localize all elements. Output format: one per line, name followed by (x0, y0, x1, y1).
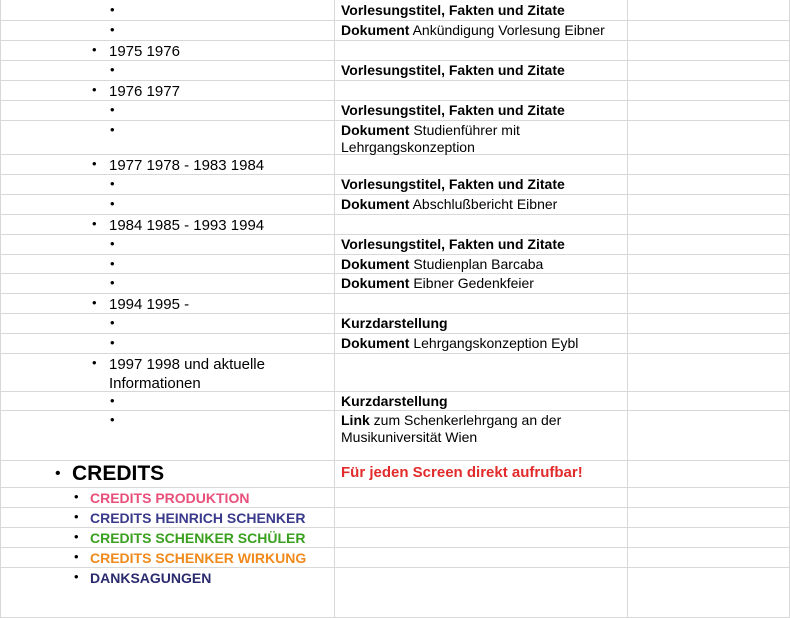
table-row (0, 101, 790, 121)
bullet: • (92, 216, 97, 231)
item-bold[interactable]: Vorlesungstitel, Fakten und Zitate (341, 176, 565, 192)
item-text: Studienführer mit Lehrgangskonzeption (341, 122, 520, 155)
credits-link-heinrich-schenker[interactable]: CREDITS HEINRICH SCHENKER (90, 510, 306, 526)
item-text: Lehrgangskonzeption Eybl (409, 335, 579, 351)
table-row (0, 235, 790, 255)
item-text: Studienplan Barcaba (409, 256, 544, 272)
table-row (0, 274, 790, 294)
bullet: • (74, 569, 79, 584)
bullet: • (110, 196, 115, 211)
item-text: zum Schenkerlehrgang an der Musikuniversität Wien (341, 412, 562, 445)
bullet: • (110, 102, 115, 117)
item-bold[interactable]: Kurzdarstellung (341, 393, 448, 409)
item-bold[interactable]: Vorlesungstitel, Fakten und Zitate (341, 236, 565, 252)
table-row (0, 392, 790, 411)
bullet: • (110, 412, 115, 427)
bullet: • (110, 275, 115, 290)
table-row (0, 255, 790, 274)
credits-link-schenker-schueler[interactable]: CREDITS SCHENKER SCHÜLER (90, 530, 306, 546)
bullet: • (110, 62, 115, 77)
table-row (0, 61, 790, 81)
bullet: • (110, 122, 115, 137)
table-row (0, 195, 790, 215)
table-row (0, 155, 790, 175)
credits-title[interactable]: CREDITS (72, 462, 165, 485)
bullet: • (92, 82, 97, 97)
bullet: • (110, 256, 115, 271)
table-row (0, 508, 790, 528)
item-text: Ankündigung Vorlesung Eibner (409, 22, 605, 38)
bullet: • (110, 335, 115, 350)
grid-line (627, 0, 628, 618)
item-bold[interactable]: Link (341, 412, 370, 428)
year-label[interactable]: 1994 1995 - (109, 296, 190, 313)
table-row (0, 175, 790, 195)
table-row (0, 294, 790, 314)
credits-link-danksagungen[interactable]: DANKSAGUNGEN (90, 570, 212, 586)
table-row (0, 528, 790, 548)
table-row (0, 0, 790, 21)
credits-note: Für jeden Screen direkt aufrufbar! (341, 464, 583, 481)
year-label[interactable]: 1976 1977 (109, 83, 180, 100)
bullet: • (92, 355, 97, 370)
table-row (0, 21, 790, 41)
item-bold[interactable]: Vorlesungstitel, Fakten und Zitate (341, 102, 565, 118)
item-bold[interactable]: Dokument (341, 275, 410, 291)
bullet: • (74, 529, 79, 544)
year-label[interactable]: 1977 1978 - 1983 1984 (109, 157, 265, 174)
table-row (0, 461, 790, 488)
item-bold[interactable]: Dokument (341, 122, 410, 138)
bullet: • (110, 315, 115, 330)
bullet: • (92, 156, 97, 171)
table-row (0, 568, 790, 618)
bullet: • (110, 2, 115, 17)
bullet: • (74, 489, 79, 504)
item-bold[interactable]: Vorlesungstitel, Fakten und Zitate (341, 62, 565, 78)
bullet: • (92, 295, 97, 310)
item-bold[interactable]: Dokument (341, 22, 410, 38)
table-row (0, 411, 790, 461)
bullet: • (110, 22, 115, 37)
table-row (0, 215, 790, 235)
bullet: • (110, 236, 115, 251)
item-bold[interactable]: Dokument (341, 335, 410, 351)
table-row (0, 548, 790, 568)
item-bold[interactable]: Kurzdarstellung (341, 315, 448, 331)
bullet: • (110, 393, 115, 408)
table-row (0, 488, 790, 508)
table-row (0, 81, 790, 101)
table-row (0, 41, 790, 61)
grid-line (0, 0, 1, 618)
bullet: • (92, 42, 97, 57)
credits-link-schenker-wirkung[interactable]: CREDITS SCHENKER WIRKUNG (90, 550, 307, 566)
table-row (0, 334, 790, 354)
item-bold[interactable]: Dokument (341, 256, 410, 272)
year-label[interactable]: 1997 1998 und aktuelle Informationen (109, 356, 265, 392)
bullet: • (110, 176, 115, 191)
bullet: • (74, 549, 79, 564)
credits-link-produktion[interactable]: CREDITS PRODUKTION (90, 490, 250, 506)
grid-line (334, 0, 335, 618)
item-bold[interactable]: Vorlesungstitel, Fakten und Zitate (341, 2, 565, 18)
year-label[interactable]: 1975 1976 (109, 43, 180, 60)
bullet: • (74, 509, 79, 524)
table-row (0, 354, 790, 392)
item-text: Abschlußbericht Eibner (409, 196, 558, 212)
table-row (0, 121, 790, 155)
bullet: • (55, 465, 61, 482)
item-bold[interactable]: Dokument (341, 196, 410, 212)
table-row (0, 314, 790, 334)
year-label[interactable]: 1984 1985 - 1993 1994 (109, 217, 265, 234)
item-text: Eibner Gedenkfeier (409, 275, 534, 291)
